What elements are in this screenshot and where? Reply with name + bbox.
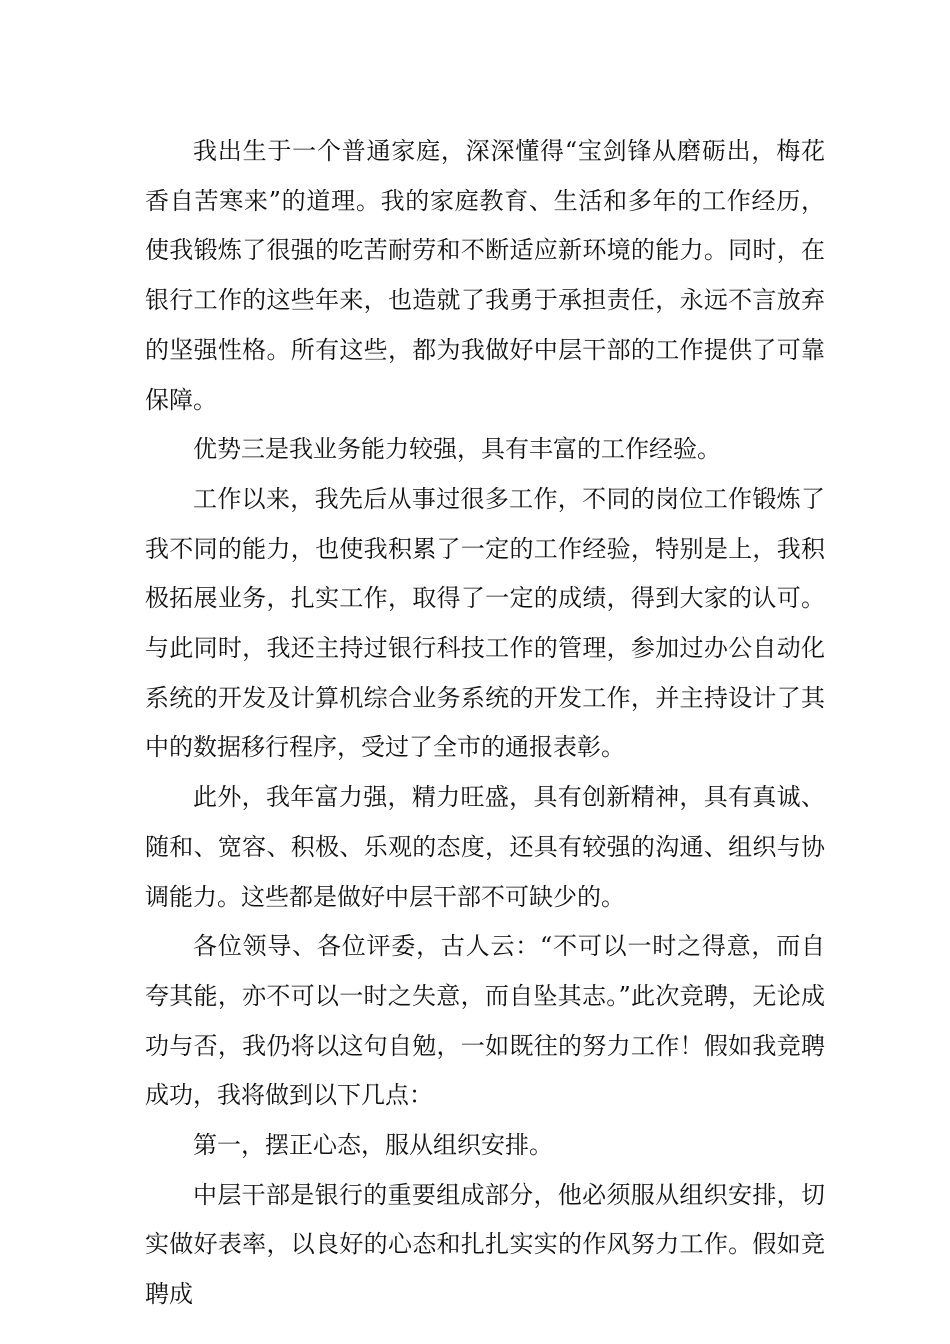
paragraph-point-one: 第一，摆正心态，服从组织安排。 <box>193 1131 553 1160</box>
paragraph-personal-qualities: 此外，我年富力强，精力旺盛，具有创新精神，具有真诚、随和、宽容、积极、乐观的态度，还具有较强的沟通、组织与协调能力。这些都是做好中层干部不可缺少的。 <box>145 783 825 911</box>
paragraph-advantage-three: 优势三是我业务能力较强，具有丰富的工作经验。 <box>193 435 721 464</box>
paragraph-upbringing: 我出生于一个普通家庭，深深懂得“宝剑锋从磨砺出，梅花香自苦寒来”的道理。我的家庭教育、生活和多年的工作经历，使我锻炼了很强的吃苦耐劳和不断适应新环境的能力。同时，在银行工作的这些年来，也造就了我勇于承担责任，永远不言放弃的坚强性格。所有这些，都为我做好中层干部的工作提供了可靠保障。 <box>145 137 825 414</box>
paragraph-middle-cadre: 中层干部是银行的重要组成部分，他必须服从组织安排，切实做好表率，以良好的心态和扎扎实实的作风努力工作。假如竞聘成 <box>145 1180 825 1309</box>
paragraph-address-judges: 各位领导、各位评委，古人云：“不可以一时之得意，而自夸其能，亦不可以一时之失意，而自坠其志。”此次竞聘，无论成功与否，我仍将以这句自勉，一如既往的努力工作！假如我竞聘成功，我将做到以下几点： <box>145 932 825 1110</box>
document-body <box>145 127 825 1320</box>
paragraph-work-experience: 工作以来，我先后从事过很多工作，不同的岗位工作锻炼了我不同的能力，也使我积累了一定的工作经验，特别是上，我积极拓展业务，扎实工作，取得了一定的成绩，得到大家的认可。与此同时，我还主持过银行科技工作的管理，参加过办公自动化系统的开发及计算机综合业务系统的开发工作，并主持设计了其中的数据移行程序，受过了全市的通报表彰。 <box>145 484 825 762</box>
